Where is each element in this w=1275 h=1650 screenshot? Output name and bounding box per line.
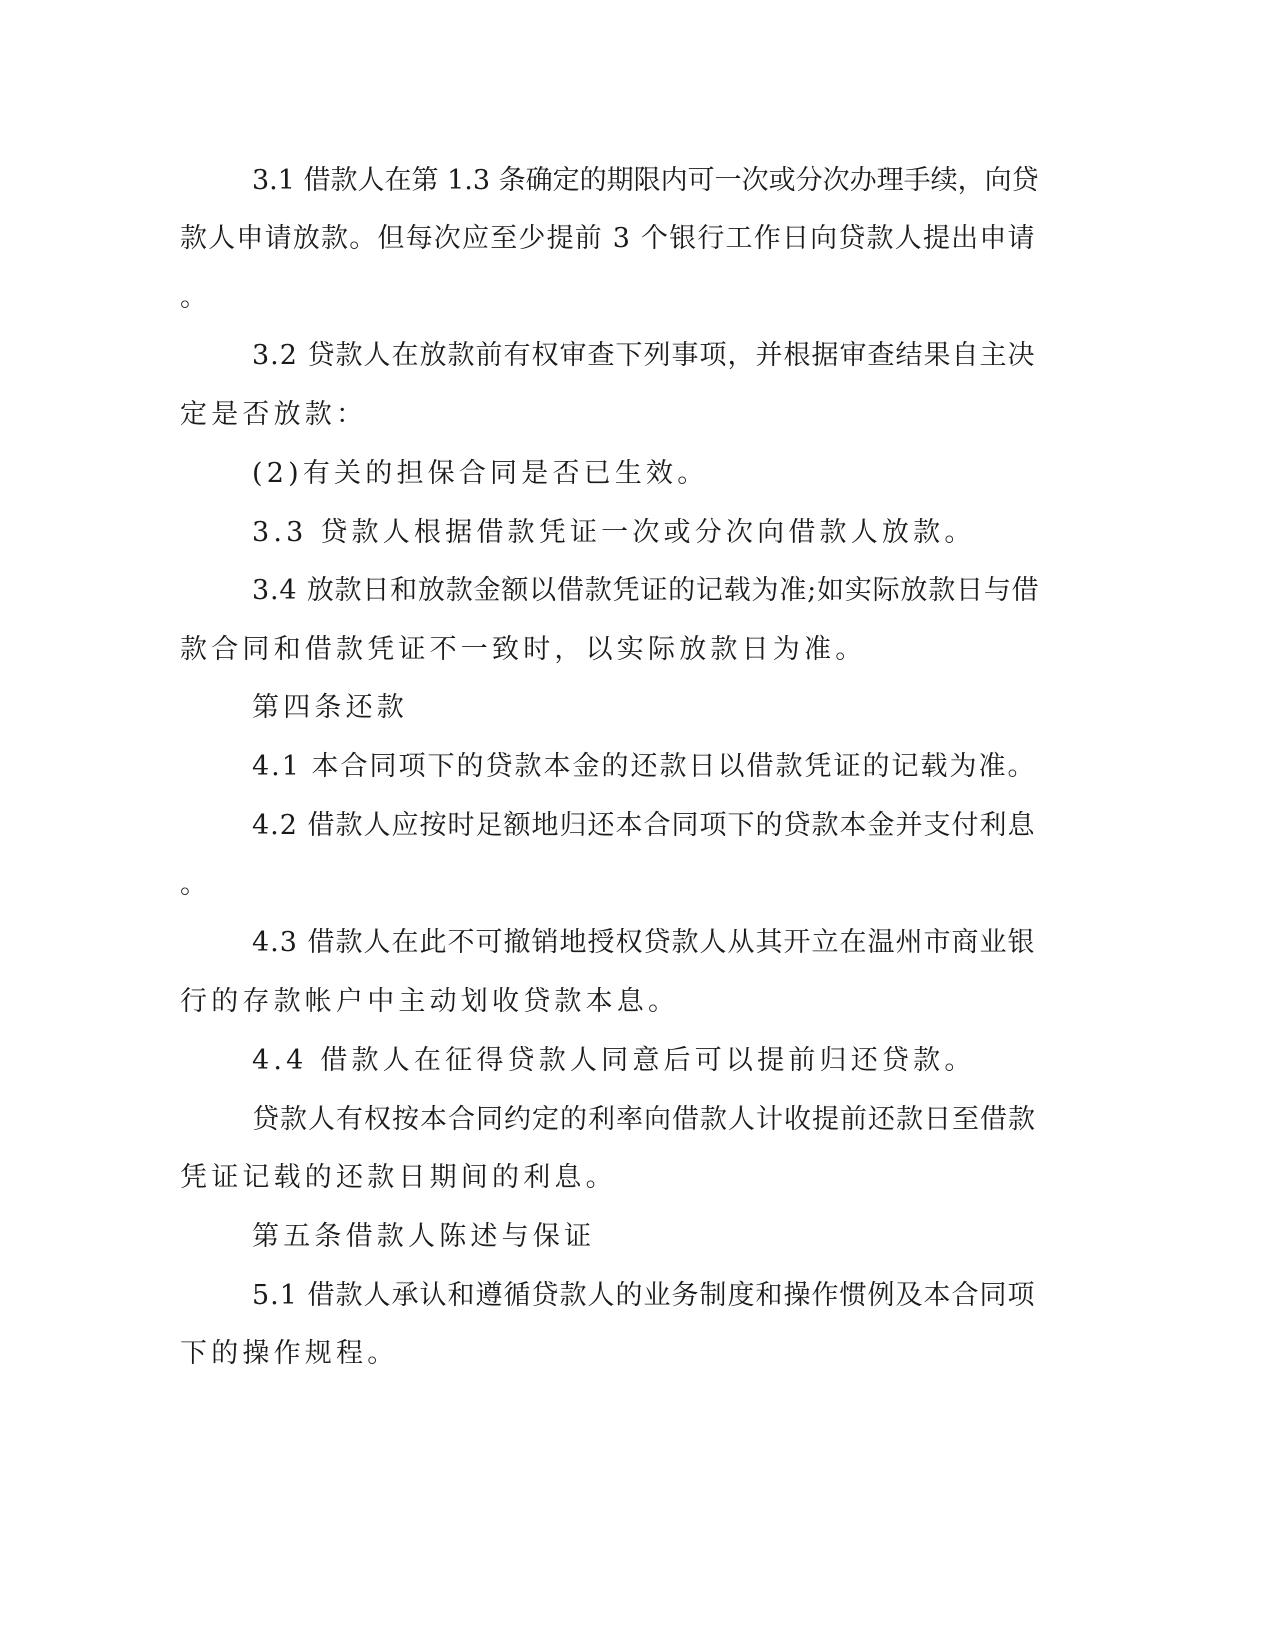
text-line-4-3-a: 4.3 借款人在此不可撤销地授权贷款人从其开立在温州市商业银 [252, 927, 1036, 958]
text-line-4-4: 4.4 借款人在征得贷款人同意后可以提前归还贷款。 [252, 1045, 976, 1076]
text-line-3-1-b: 款人申请放款。但每次应至少提前 3 个银行工作日向贷款人提出申请 [180, 223, 1036, 254]
text-line-5-1-b: 下的操作规程。 [180, 1338, 399, 1369]
text-line-4-2-b: 。 [180, 869, 212, 900]
text-line-3-2-item-2: (2)有关的担保合同是否已生效。 [252, 458, 709, 489]
text-line-5-1-a: 5.1 借款人承认和遵循贷款人的业务制度和操作惯例及本合同项 [252, 1280, 1036, 1311]
section-heading-article-4: 第四条还款 [252, 692, 408, 723]
text-line-3-3: 3.3 贷款人根据借款凭证一次或分次向借款人放款。 [252, 517, 976, 548]
text-line-3-4-a: 3.4 放款日和放款金额以借款凭证的记载为准;如实际放款日与借 [252, 575, 1040, 606]
text-line-3-1-a: 3.1 借款人在第 1.3 条确定的期限内可一次或分次办理手续，向贷 [252, 165, 1039, 196]
text-line-3-1-c: 。 [180, 282, 212, 313]
section-heading-article-5: 第五条借款人陈述与保证 [252, 1221, 596, 1252]
text-line-3-2-b: 定是否放款： [180, 399, 368, 430]
text-line-4-2-a: 4.2 借款人应按时足额地归还本合同项下的贷款本金并支付利息 [252, 810, 1036, 841]
text-line-4-1: 4.1 本合同项下的贷款本金的还款日以借款凭证的记载为准。 [252, 751, 1037, 782]
text-line-4-3-b: 行的存款帐户中主动划收贷款本息。 [180, 986, 680, 1017]
text-line-3-4-b: 款合同和借款凭证不一致时，以实际放款日为准。 [180, 634, 867, 665]
text-line-prepay-a: 贷款人有权按本合同约定的利率向借款人计收提前还款日至借款 [252, 1104, 1036, 1135]
text-line-prepay-b: 凭证记载的还款日期间的利息。 [180, 1162, 617, 1193]
text-line-3-2-a: 3.2 贷款人在放款前有权审查下列事项，并根据审查结果自主决 [252, 340, 1036, 371]
